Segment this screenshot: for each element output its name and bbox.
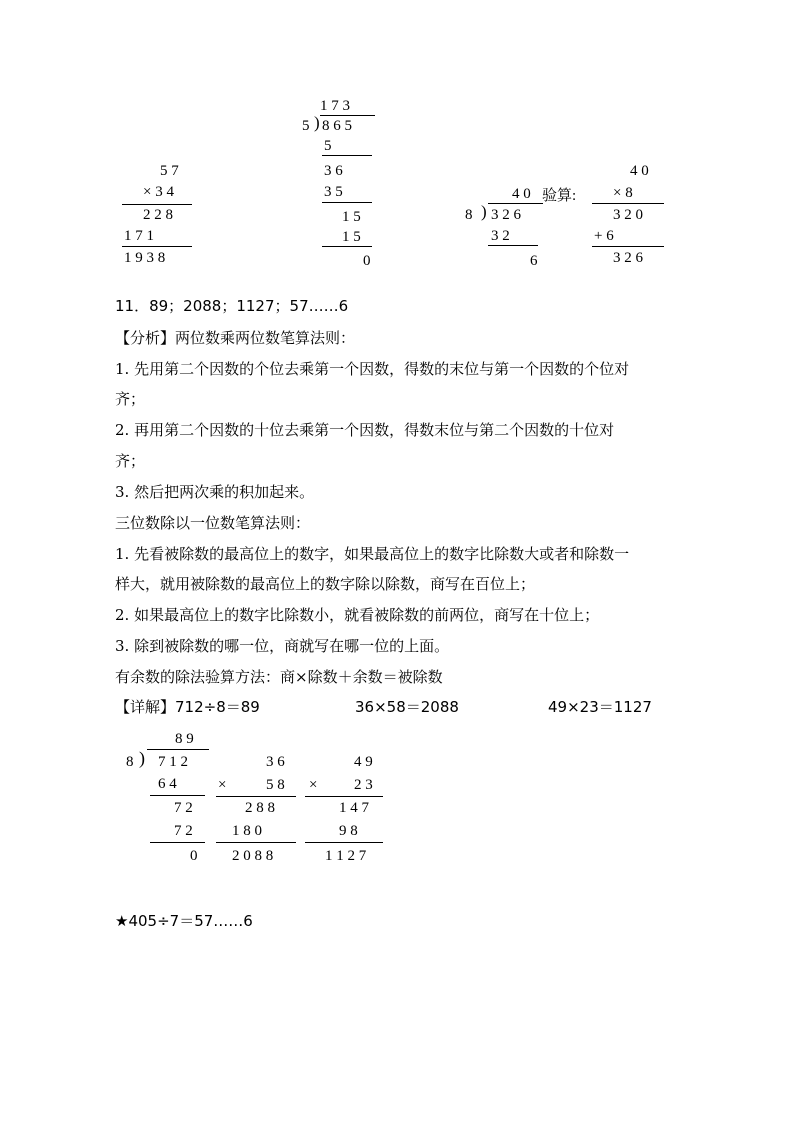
step: 7 2 [174, 800, 193, 816]
rule [216, 796, 296, 797]
dividend: 8 6 5 [322, 118, 352, 134]
remainder: 0 [190, 848, 198, 864]
rule-line: 齐； [115, 390, 146, 408]
mult-row: 9 8 [339, 823, 358, 839]
times-sign: × [218, 777, 227, 793]
rule [488, 245, 538, 246]
step: 3 6 [324, 163, 343, 179]
rule [150, 842, 205, 843]
rule-line: 样大，就用被除数的最高位上的数字除以除数，商写在百位上； [115, 575, 536, 593]
rule-line: 3. 除到被除数的哪一位，商就写在哪一位的上面。 [115, 637, 450, 655]
rule [150, 795, 205, 796]
remainder: 6 [530, 253, 538, 269]
dividend: 3 2 6 [491, 207, 521, 223]
rule [122, 246, 192, 247]
mult-result: 1 9 3 8 [124, 250, 166, 266]
remainder: 0 [363, 253, 371, 269]
detail-line [115, 697, 260, 717]
mult-row: 2 8 8 [245, 800, 275, 816]
mult-row: 5 7 [160, 163, 179, 179]
mult-row: × 3 4 [143, 184, 174, 200]
rule [216, 842, 296, 843]
mult-row: 1 7 1 [124, 228, 154, 244]
check-label: 验算: [542, 188, 577, 204]
star-line: ★405÷7＝57……6 [115, 912, 253, 930]
check-result: 3 2 6 [613, 250, 643, 266]
step: 1 5 [342, 209, 361, 225]
quotient: 1 7 3 [320, 98, 350, 114]
step: 3 5 [324, 184, 343, 200]
divisor: 8 [126, 754, 134, 770]
step: 1 5 [342, 229, 361, 245]
step: 7 2 [174, 823, 193, 839]
mult-row: 5 8 [266, 777, 285, 793]
mult-row: 2 2 8 [143, 207, 173, 223]
answer-line: 11．89；2088；1127；57……6 [115, 297, 349, 315]
mult-row: 1 8 0 [232, 823, 262, 839]
rule [305, 796, 383, 797]
division-bar [320, 115, 375, 116]
quotient: 4 0 [512, 186, 531, 202]
rule [322, 155, 372, 156]
division-bracket: ) [139, 748, 145, 768]
division-title: 三位数除以一位数笔算法则： [115, 514, 311, 532]
mult-row: 2 3 [354, 777, 373, 793]
divisor: 8 [465, 207, 473, 223]
mult-row: 1 4 7 [339, 800, 369, 816]
equation-1: 712÷8＝89 [175, 698, 260, 716]
check-row: 4 0 [630, 163, 649, 179]
rule-line: 1. 先用第二个因数的个位去乘第一个因数，得数的末位与第一个因数的个位对 [115, 360, 630, 378]
division-bracket: ) [314, 113, 320, 132]
step: 5 [324, 138, 332, 154]
check-row: × 8 [613, 185, 633, 201]
divisor: 5 [302, 118, 310, 134]
rule-line: 2. 如果最高位上的数字比除数小，就看被除数的前两位，商写在十位上； [115, 606, 600, 624]
rule [122, 204, 192, 205]
rule [305, 842, 383, 843]
step: 6 4 [158, 776, 177, 792]
equation-3: 49×23＝1127 [548, 698, 652, 716]
rule [592, 246, 664, 247]
rule-line: 齐； [115, 452, 146, 470]
step: 3 2 [491, 228, 510, 244]
rule [322, 246, 372, 247]
mult-row: 3 6 [266, 754, 285, 770]
mult-row: 4 9 [354, 754, 373, 770]
quotient: 8 9 [175, 731, 194, 747]
detail-label: 【详解】 [115, 698, 176, 716]
division-bracket: ) [481, 202, 487, 221]
dividend: 7 1 2 [158, 754, 188, 770]
mult-result: 1 1 2 7 [325, 848, 367, 864]
equation-2: 36×58＝2088 [355, 698, 459, 716]
times-sign: × [309, 777, 318, 793]
division-bar [147, 749, 209, 750]
division-bar [488, 203, 543, 204]
rule-line: 2. 再用第二个因数的十位去乘第一个因数，得数末位与第二个因数的十位对 [115, 421, 615, 439]
mult-result: 2 0 8 8 [232, 848, 274, 864]
check-method: 有余数的除法验算方法：商×除数＋余数＝被除数 [115, 668, 443, 686]
check-row: 3 2 0 [613, 207, 643, 223]
check-row: + 6 [594, 228, 614, 244]
rule-line: 1. 先看被除数的最高位上的数字，如果最高位上的数字比除数大或者和除数一 [115, 545, 630, 563]
rule-line: 3. 然后把两次乘的积加起来。 [115, 483, 315, 501]
rule [592, 203, 664, 204]
analysis-title: 【分析】两位数乘两位数笔算法则： [115, 329, 356, 347]
rule [322, 202, 372, 203]
